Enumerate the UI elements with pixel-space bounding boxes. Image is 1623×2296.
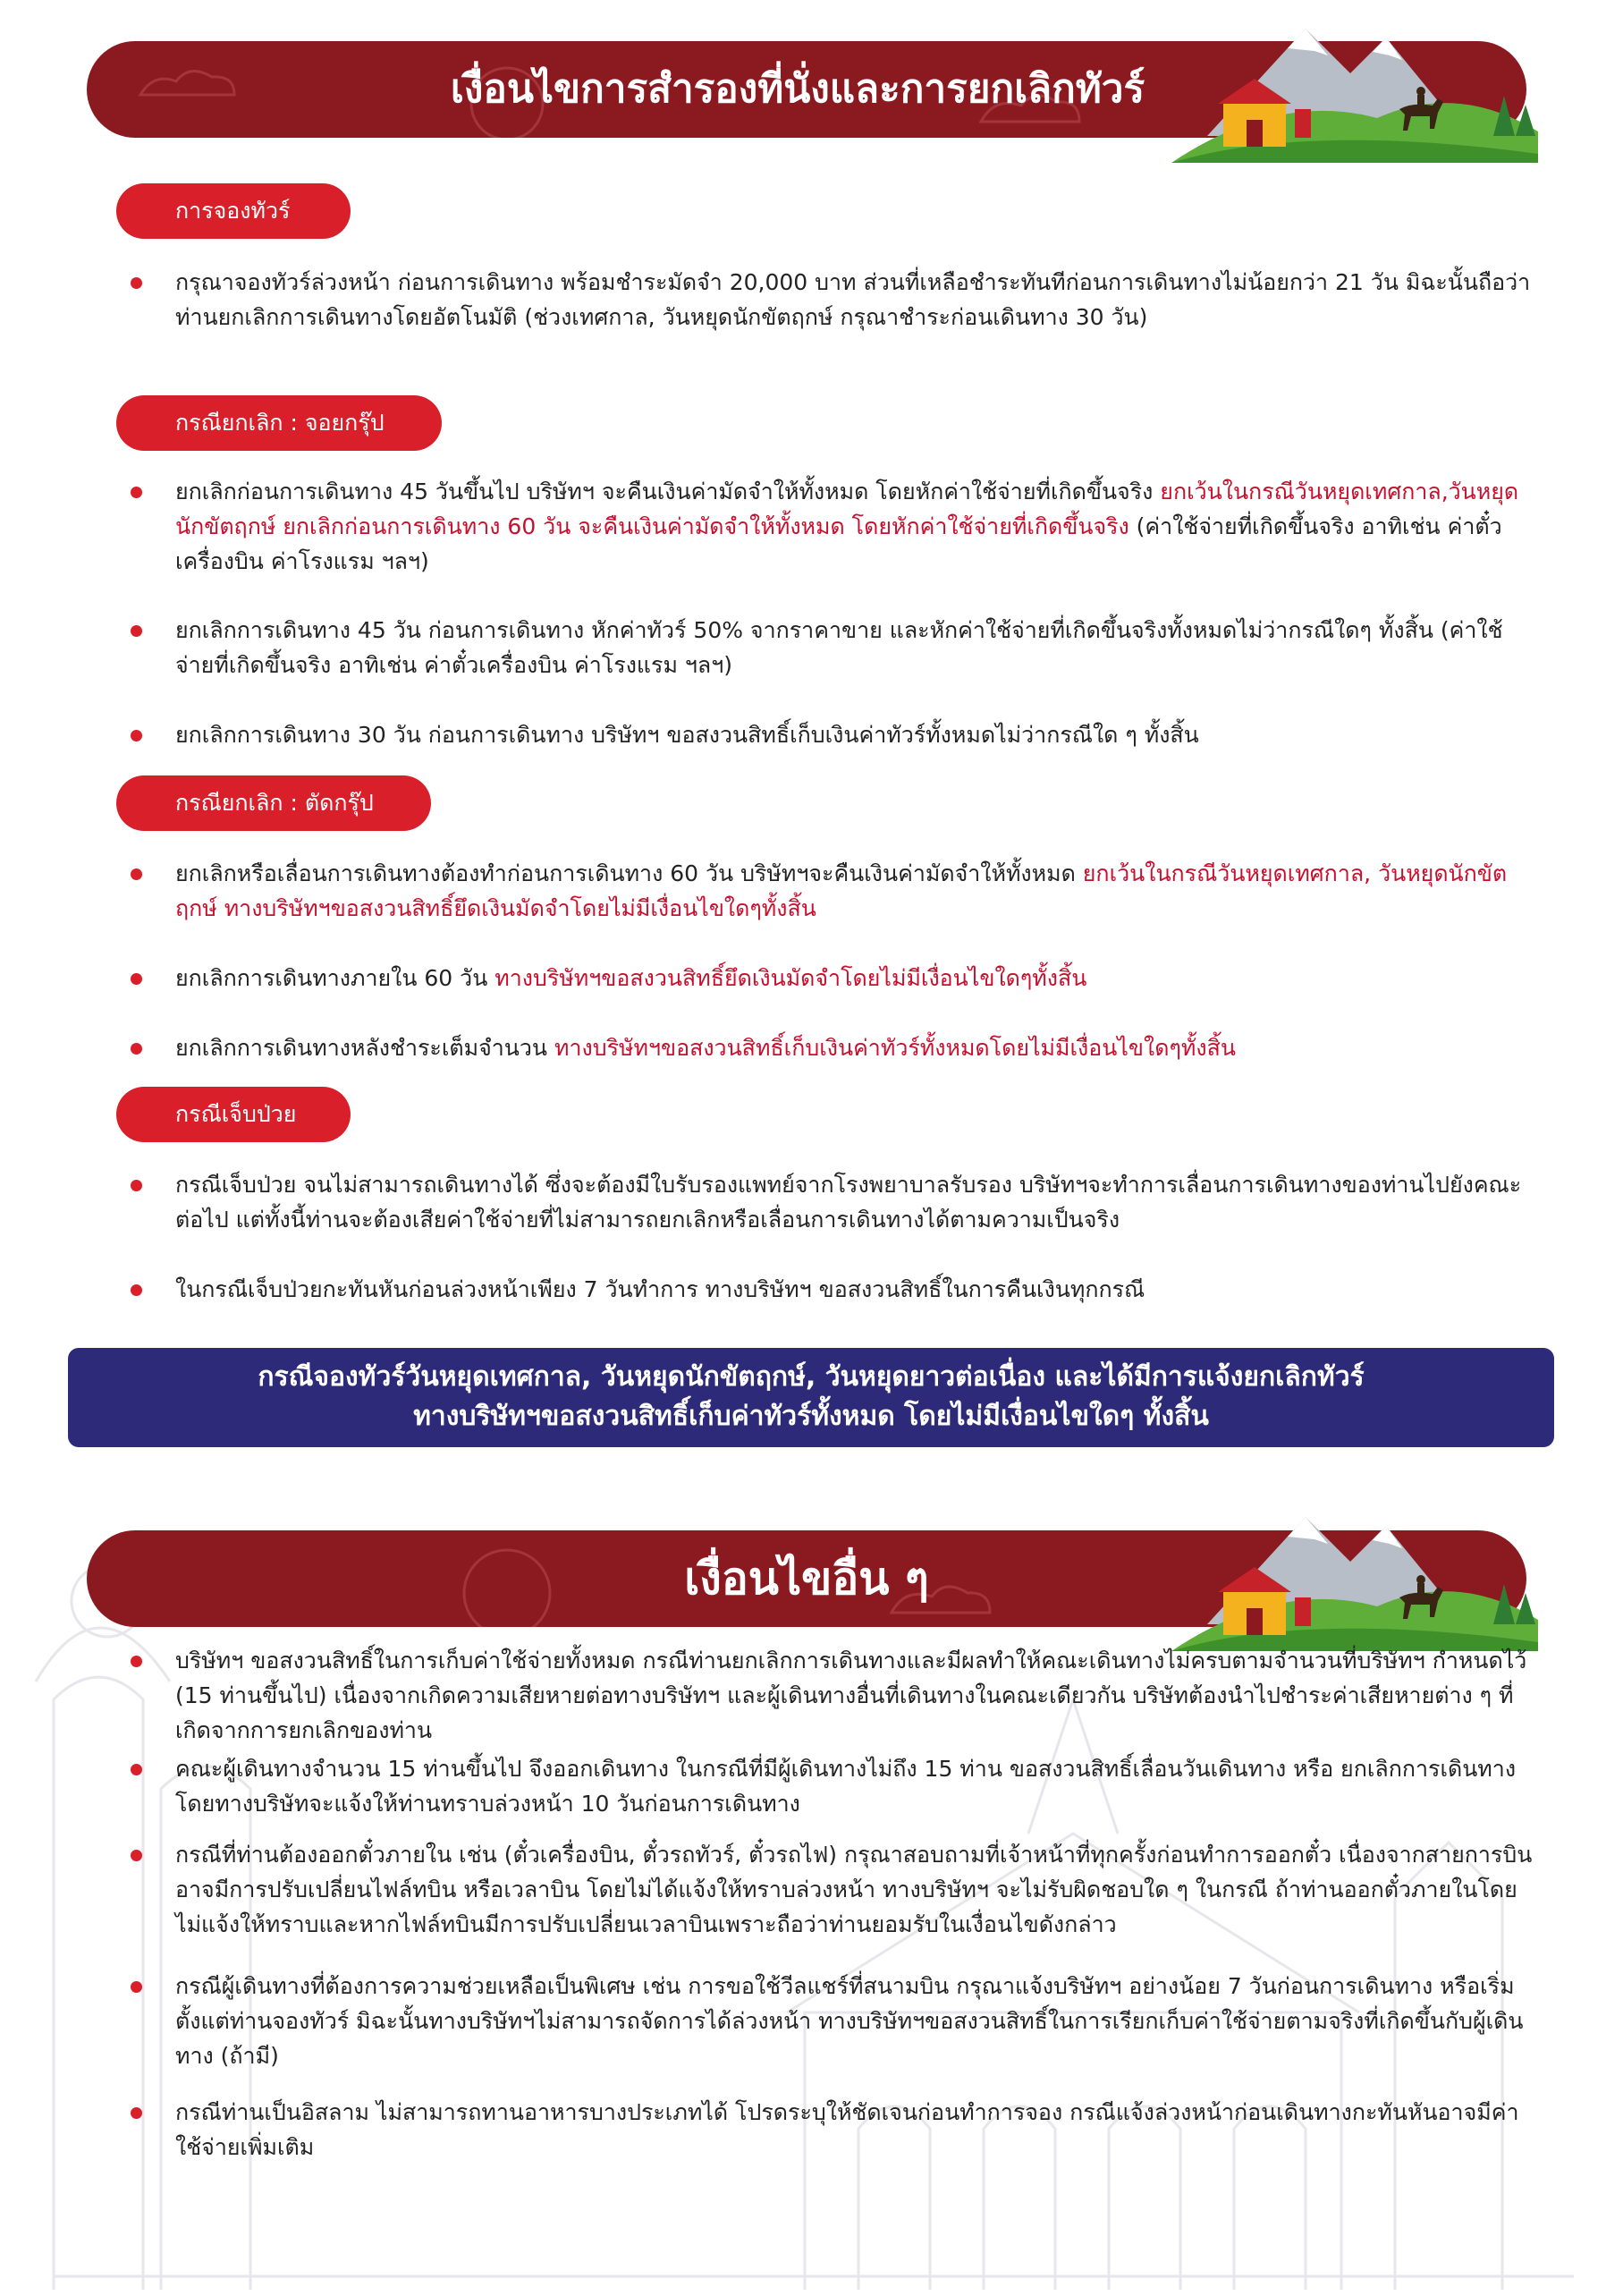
bullet-icon [131, 1656, 142, 1667]
list-item: กรณีที่ท่านต้องออกตั๋วภายใน เช่น (ตั๋วเครื่องบิน, ตั๋วรถทัวร์, ตั๋วรถไฟ) กรุณาสอบถามที่เจ้าหน้าที่ทุกครั้งก่อนทำการออกตั๋ว เนื่องจากสายการบินอาจมีการปรับเปลี่ยนไฟล์ทบิน หรือเวลาบิน โดยไม่ได้แจ้งให้ทราบล่วงหน้า ทางบริษัทฯ จะไม่รับผิดชอบใด ๆ ในกรณี ถ้าท่านออกตั๋วภายในโดยไม่แจ้งให้ทราบและหากไฟล์ทบินมีการปรับเปลี่ยนเวลาบินเพราะถือว่าท่านยอมรับในเงื่อนไขดังกล่าว [131, 1837, 1534, 1942]
list-item: คณะผู้เดินทางจำนวน 15 ท่านขึ้นไป จึงออกเดินทาง ในกรณีที่มีผู้เดินทางไม่ถึง 15 ท่าน ขอสงวนสิทธิ์เลื่อนวันเดินทาง หรือ ยกเลิกการเดินทาง โดยทางบริษัทจะแจ้งให้ท่านทราบล่วงหน้า 10 วันก่อนการเดินทาง [131, 1751, 1534, 1821]
list-item: กรุณาจองทัวร์ล่วงหน้า ก่อนการเดินทาง พร้อมชำระมัดจำ 20,000 บาท ส่วนที่เหลือชำระทันทีก่อนการเดินทางไม่น้อยกว่า 21 วัน มิฉะนั้นถือว่าท่านยกเลิกการเดินทางโดยอัตโนมัติ (ช่วงเทศกาล, วันหยุดนักขัตฤกษ์ กรุณาชำระก่อนเดินทาง 30 วัน) [131, 265, 1534, 335]
cancel-private-group-heading: กรณียกเลิก : ตัดกรุ๊ป [116, 775, 431, 831]
mountain-horse-rider-illustration [1171, 1508, 1538, 1651]
bullet-icon [131, 625, 142, 637]
bullet-icon [131, 1284, 142, 1296]
sickness-heading: กรณีเจ็บป่วย [116, 1087, 351, 1142]
bullet-icon [131, 1850, 142, 1861]
bullet-icon [131, 1043, 142, 1055]
bullet-icon [131, 1180, 142, 1191]
bullet-icon [131, 487, 142, 498]
list-item: ยกเลิกหรือเลื่อนการเดินทางต้องทำก่อนการเดินทาง 60 วัน บริษัทฯจะคืนเงินค่ามัดจำให้ทั้งหมด ยกเว้นในกรณีวันหยุดเทศกาล, วันหยุดนักขัตฤกษ์ ทางบริษัทฯขอสงวนสิทธิ์ยึดเงินมัดจำโดยไม่มีเงื่อนไขใดๆทั้งสิ้น [131, 856, 1534, 926]
list-item: กรณีเจ็บป่วย จนไม่สามารถเดินทางได้ ซึ่งจะต้องมีใบรับรองแพทย์จากโรงพยาบาลรับรอง บริษัทฯจะทำการเลื่อนการเดินทางของท่านไปยังคณะต่อไป แต่ทั้งนี้ท่านจะต้องเสียค่าใช้จ่ายที่ไม่สามารถยกเลิกหรือเลื่อนการเดินทางได้ตามความเป็นจริง [131, 1167, 1534, 1237]
bullet-icon [131, 730, 142, 741]
cancel-join-group-heading: กรณียกเลิก : จอยกรุ๊ป [116, 395, 442, 451]
bullet-icon [131, 973, 142, 985]
list-item: บริษัทฯ ขอสงวนสิทธิ์ในการเก็บค่าใช้จ่ายทั้งหมด กรณีท่านยกเลิกการเดินทางและมีผลทำให้คณะเดินทางไม่ครบตามจำนวนที่บริษัทฯ กำหนดไว้ (15 ท่านขึ้นไป) เนื่องจากเกิดความเสียหายต่อทางบริษัทฯ และผู้เดินทางอื่นที่เดินทางในคณะเดียวกัน บริษัทต้องนำไปชำระค่าเสียหายต่าง ๆ ที่เกิดจากการยกเลิกของท่าน [131, 1643, 1534, 1748]
banner-title: เงื่อนไขการสำรองที่นั่งและการยกเลิกทัวร์ [450, 66, 1145, 112]
bullet-icon [131, 1981, 142, 1993]
list-item: ยกเลิกการเดินทางหลังชำระเต็มจำนวน ทางบริษัทฯขอสงวนสิทธิ์เก็บเงินค่าทัวร์ทั้งหมดโดยไม่มีเงื่อนไขใดๆทั้งสิ้น [131, 1030, 1534, 1065]
bullet-icon [131, 277, 142, 289]
banner-title: เงื่อนไขอื่น ๆ [684, 1553, 929, 1605]
bullet-icon [131, 868, 142, 880]
bullet-icon [131, 1764, 142, 1775]
mountain-horse-rider-illustration [1171, 20, 1538, 163]
list-item: ยกเลิกก่อนการเดินทาง 45 วันขึ้นไป บริษัทฯ จะคืนเงินค่ามัดจำให้ทั้งหมด โดยหักค่าใช้จ่ายที่เกิดขึ้นจริง ยกเว้นในกรณีวันหยุดเทศกาล,วันหยุดนักขัตฤกษ์ ยกเลิกก่อนการเดินทาง 60 วัน จะคืนเงินค่ามัดจำให้ทั้งหมด โดยหักค่าใช้จ่ายที่เกิดขึ้นจริง (ค่าใช้จ่ายที่เกิดขึ้นจริง อาทิเช่น ค่าตั๋วเครื่องบิน ค่าโรงแรม ฯลฯ) [131, 474, 1534, 579]
holiday-cancellation-notice: กรณีจองทัวร์วันหยุดเทศกาล, วันหยุดนักขัตฤกษ์, วันหยุดยาวต่อเนื่อง และได้มีการแจ้งยกเลิกทัวร์ ทางบริษัทฯขอสงวนสิทธิ์เก็บค่าทัวร์ทั้งหมด โดยไม่มีเงื่อนไขใดๆ ทั้งสิ้น [68, 1348, 1554, 1447]
reservation-heading: การจองทัวร์ [116, 183, 351, 239]
list-item: ยกเลิกการเดินทาง 45 วัน ก่อนการเดินทาง หักค่าทัวร์ 50% จากราคาขาย และหักค่าใช้จ่ายที่เกิดขึ้นจริงทั้งหมดไม่ว่ากรณีใดๆ ทั้งสิ้น (ค่าใช้จ่ายที่เกิดขึ้นจริง อาทิเช่น ค่าตั๋วเครื่องบิน ค่าโรงแรม ฯลฯ) [131, 613, 1534, 682]
list-item: กรณีท่านเป็นอิสลาม ไม่สามารถทานอาหารบางประเภทได้ โปรดระบุให้ชัดเจนก่อนทำการจอง กรณีแจ้งล่วงหน้าก่อนเดินทางกะทันหันอาจมีค่าใช้จ่ายเพิ่มเติม [131, 2095, 1534, 2165]
list-item: ในกรณีเจ็บป่วยกะทันหันก่อนล่วงหน้าเพียง 7 วันทำการ ทางบริษัทฯ ขอสงวนสิทธิ์ในการคืนเงินทุกกรณี [131, 1272, 1534, 1307]
list-item: ยกเลิกการเดินทาง 30 วัน ก่อนการเดินทาง บริษัทฯ ขอสงวนสิทธิ์เก็บเงินค่าทัวร์ทั้งหมดไม่ว่ากรณีใด ๆ ทั้งสิ้น [131, 717, 1534, 752]
list-item: ยกเลิกการเดินทางภายใน 60 วัน ทางบริษัทฯขอสงวนสิทธิ์ยึดเงินมัดจำโดยไม่มีเงื่อนไขใดๆทั้งสิ้น [131, 961, 1534, 995]
list-item: กรณีผู้เดินทางที่ต้องการความช่วยเหลือเป็นพิเศษ เช่น การขอใช้วีลแชร์ที่สนามบิน กรุณาแจ้งบริษัทฯ อย่างน้อย 7 วันก่อนการเดินทาง หรือเริ่มตั้งแต่ท่านจองทัวร์ มิฉะนั้นทางบริษัทฯไม่สามารถจัดการได้ล่วงหน้า ทางบริษัทฯขอสงวนสิทธิ์ในการเรียกเก็บค่าใช้จ่ายตามจริงที่เกิดขึ้นกับผู้เดินทาง (ถ้ามี) [131, 1969, 1534, 2073]
bullet-icon [131, 2107, 142, 2119]
